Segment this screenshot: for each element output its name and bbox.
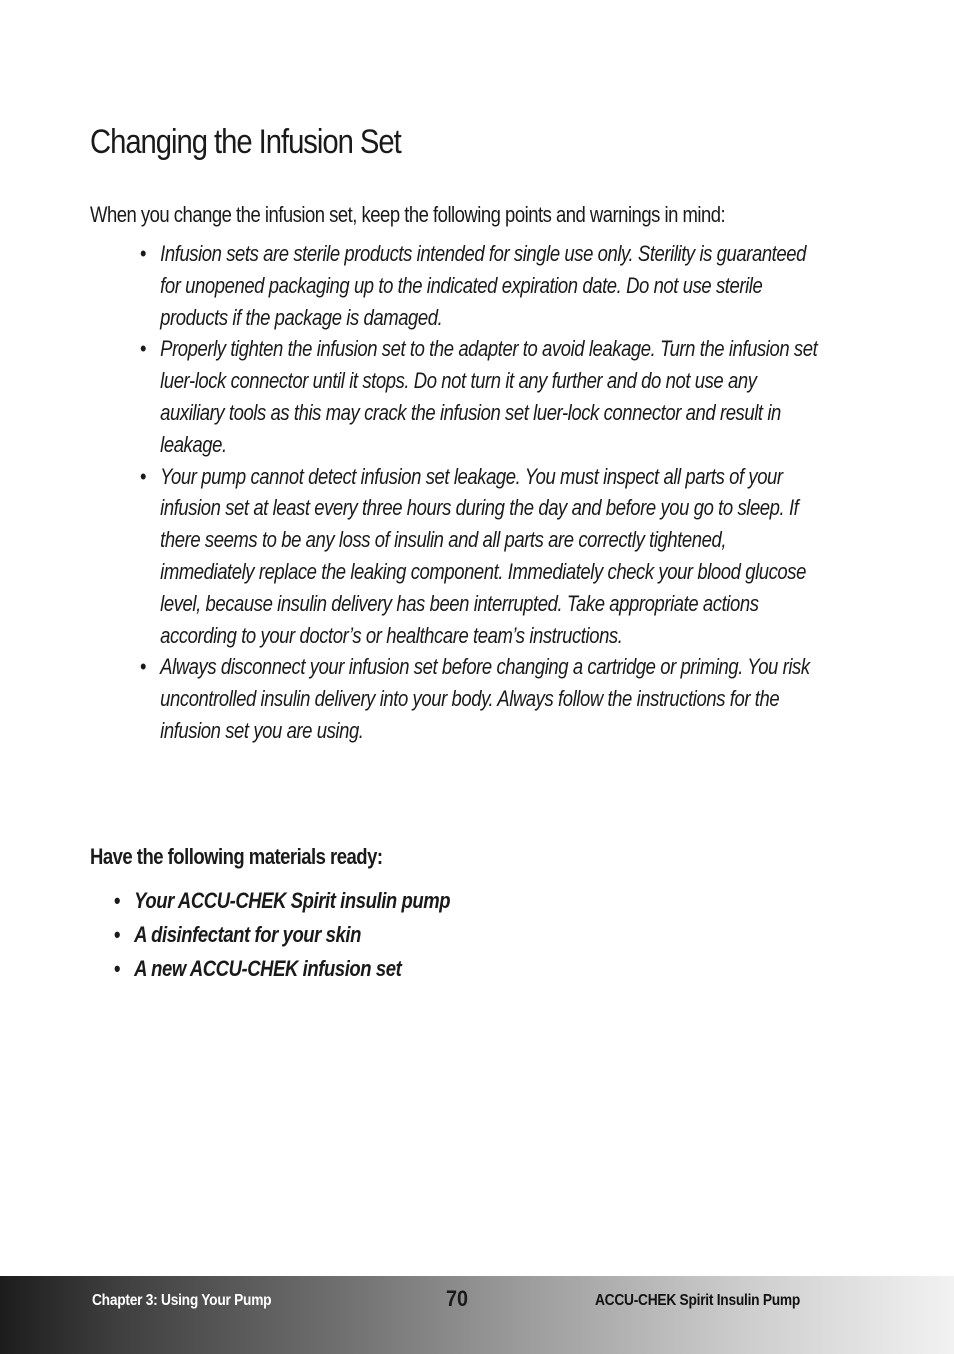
page-number: 70 (446, 1286, 469, 1311)
materials-heading: Have the following materials ready: (90, 844, 383, 870)
material-text: Your ACCU-CHEK Spirit insulin pump (134, 888, 451, 913)
warning-text: Infusion sets are sterile products intended for single use only. Sterility is guaranteed for unopened packaging up to the indicated expiration date. Do not use sterile products if the package is damaged. (160, 241, 806, 330)
bullet: • (114, 922, 121, 947)
material-text: A new ACCU-CHEK infusion set (134, 956, 402, 981)
bullet: • (140, 336, 147, 362)
material-text: A disinfectant for your skin (134, 922, 361, 947)
bullet: • (114, 956, 121, 981)
materials-list (114, 884, 450, 986)
page-footer (0, 1276, 954, 1354)
warning-item (140, 238, 820, 333)
bullet: • (140, 463, 147, 489)
warning-item (140, 461, 820, 652)
intro-paragraph: When you change the infusion set, keep the following points and warnings in mind: (90, 202, 726, 227)
footer-chapter: Chapter 3: Using Your Pump (92, 1292, 272, 1309)
material-item (114, 918, 450, 952)
footer-product: ACCU-CHEK Spirit Insulin Pump (595, 1292, 801, 1309)
bullet: • (140, 241, 147, 266)
warnings-list (140, 238, 820, 747)
warning-item (140, 651, 820, 746)
material-item (114, 952, 450, 986)
warning-text: Properly tighten the infusion set to the adapter to avoid leakage. Turn the infusion set luer-lock connector until it stops. Do not turn it any further and do not use any auxiliary tools as this may crack the infusion set luer-lock connector and result in leakage. (160, 336, 818, 457)
bullet: • (140, 654, 147, 680)
warning-text: Always disconnect your infusion set before changing a cartridge or priming. You risk uncontrolled insulin delivery into your body. Always follow the instructions for the infusion set you are using. (160, 654, 810, 743)
page-title: Changing the Infusion Set (90, 122, 401, 161)
warning-item (140, 333, 820, 460)
material-item (114, 884, 450, 918)
bullet: • (114, 888, 121, 913)
warning-text: Your pump cannot detect infusion set leakage. You must inspect all parts of your infusion set at least every three hours during the day and before you go to sleep. If there seems to be any loss of insulin and all parts are correctly tightened, immediately replace the leaking component. Immediately check your blood glucose level, because insulin delivery has been interrupted. Take appropriate actions according to your doctor’s or healthcare team’s instructions. (160, 463, 806, 648)
